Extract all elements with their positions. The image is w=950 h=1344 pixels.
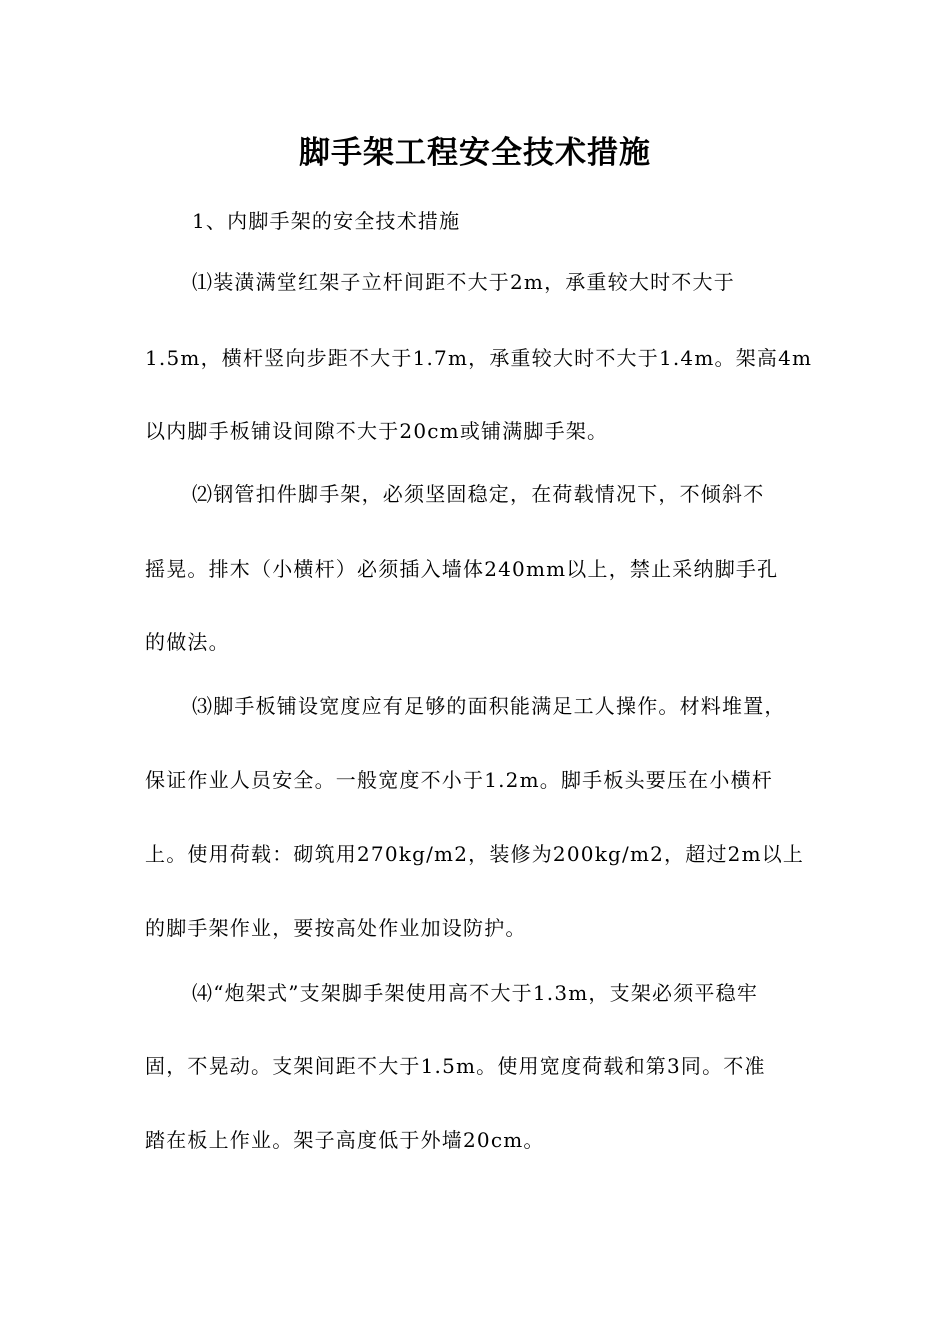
paragraph-line: ⑵钢管扣件脚手架，必须坚固稳定，在荷载情况下，不倾斜不: [192, 482, 765, 506]
paragraph-line: ⑶脚手板铺设宽度应有足够的面积能满足工人操作。材料堆置，: [192, 694, 786, 718]
paragraph-line: 的做法。: [145, 630, 230, 654]
page-title: 脚手架工程安全技术措施: [299, 135, 651, 171]
section-heading: 1、内脚手架的安全技术措施: [192, 209, 461, 233]
paragraph-line: 上。使用荷载：砌筑用270kg/m2，装修为200kg/m2，超过2m以上: [145, 842, 805, 866]
paragraph-line: 固，不晃动。支架间距不大于1.5m。使用宽度荷载和第3同。不准: [145, 1054, 766, 1078]
paragraph-line: 1.5m，横杆竖向步距不大于1.7m，承重较大时不大于1.4m。架高4m: [145, 346, 813, 370]
paragraph-line: 踏在板上作业。架子高度低于外墙20cm。: [145, 1128, 545, 1152]
paragraph-line: 摇晃。排木（小横杆）必须插入墙体240mm以上，禁止采纳脚手孔: [145, 557, 779, 581]
paragraph-line: 的脚手架作业，要按高处作业加设防护。: [145, 916, 527, 940]
paragraph-line: ⑴装潢满堂红架子立杆间距不大于2m，承重较大时不大于: [192, 270, 735, 294]
paragraph-line: ⑷“炮架式”支架脚手架使用高不大于1.3m，支架必须平稳牢: [192, 981, 759, 1005]
paragraph-line: 以内脚手板铺设间隙不大于20cm或铺满脚手架。: [145, 419, 609, 443]
paragraph-line: 保证作业人员安全。一般宽度不小于1.2m。脚手板头要压在小横杆: [145, 768, 773, 792]
